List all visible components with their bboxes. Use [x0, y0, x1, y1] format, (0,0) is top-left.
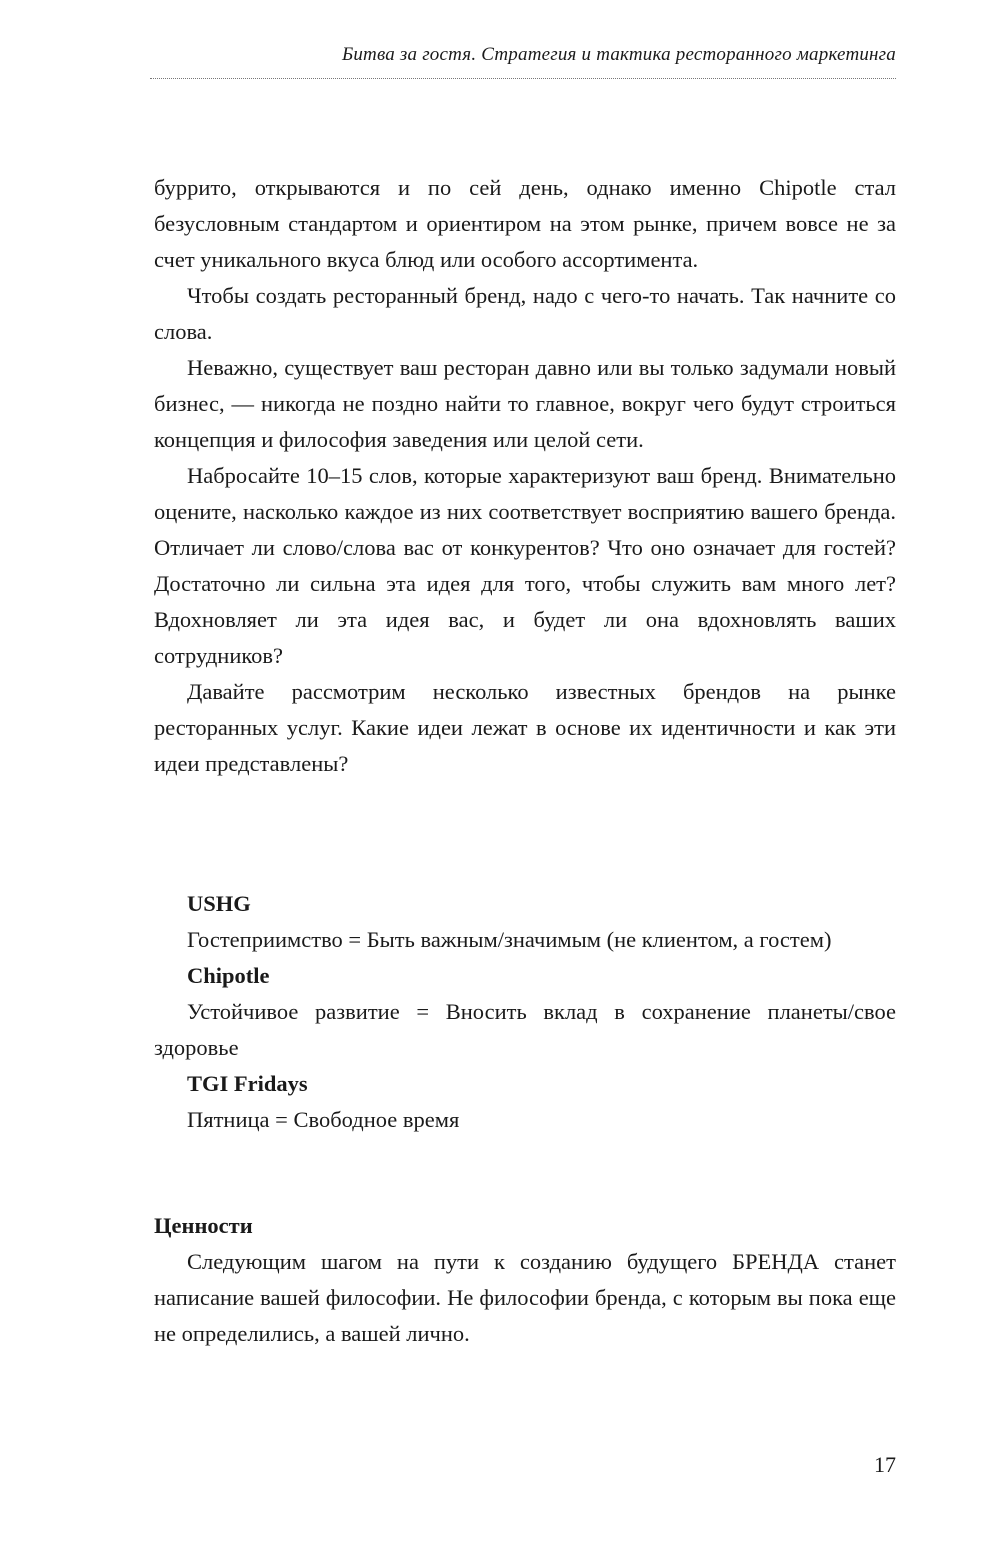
body-text: [154, 170, 896, 782]
page-number: 17: [874, 1452, 896, 1477]
brand-description: Гостеприимство = Быть важным/значимым (не клиентом, а гостем): [187, 927, 832, 952]
brand-name: TGI Fridays: [187, 1071, 308, 1096]
header-divider: [150, 78, 896, 79]
brand-name: USHG: [187, 891, 251, 916]
running-header: Битва за гостя. Стратегия и тактика ресторанного маркетинга: [341, 44, 896, 65]
brand-description: Устойчивое развитие = Вносить вклад в сохранение планеты/свое здоровье: [154, 999, 896, 1060]
section-heading: Ценности: [154, 1213, 253, 1238]
values-section: [154, 1208, 896, 1352]
paragraph: Давайте рассмотрим несколько известных брендов на рынке ресторанных услуг. Какие идеи лежат в основе их идентичности и как эти идеи представлены?: [154, 679, 896, 776]
brand-list: [154, 886, 896, 1138]
brand-name: Chipotle: [187, 963, 270, 988]
brand-description: Пятница = Свободное время: [187, 1107, 460, 1132]
paragraph: Неважно, существует ваш ресторан давно или вы только задумали новый бизнес, — никогда не поздно найти то главное, вокруг чего будут строиться концепция и философия заведения или целой сети.: [154, 355, 896, 452]
paragraph: буррито, открываются и по сей день, однако именно Chipotle стал безусловным стандартом и ориентиром на этом рынке, причем вовсе не за счет уникального вкуса блюд или особого ассортимента.: [154, 175, 896, 272]
paragraph: Набросайте 10–15 слов, которые характеризуют ваш бренд. Внимательно оцените, насколько каждое из них соответствует восприятию вашего бренда. Отличает ли слово/слова вас от конкурентов? Что оно означает для гостей? Достаточно ли сильна эта идея для того, чтобы служить вам много лет? Вдохновляет ли эта идея вас, и будет ли она вдохновлять ваших сотрудников?: [154, 463, 896, 668]
section-paragraph: Следующим шагом на пути к созданию будущего БРЕНДА станет написание вашей философии. Не философии бренда, с которым вы пока еще не определились, а вашей лично.: [154, 1249, 896, 1346]
paragraph: Чтобы создать ресторанный бренд, надо с чего-то начать. Так начните со слова.: [154, 283, 896, 344]
